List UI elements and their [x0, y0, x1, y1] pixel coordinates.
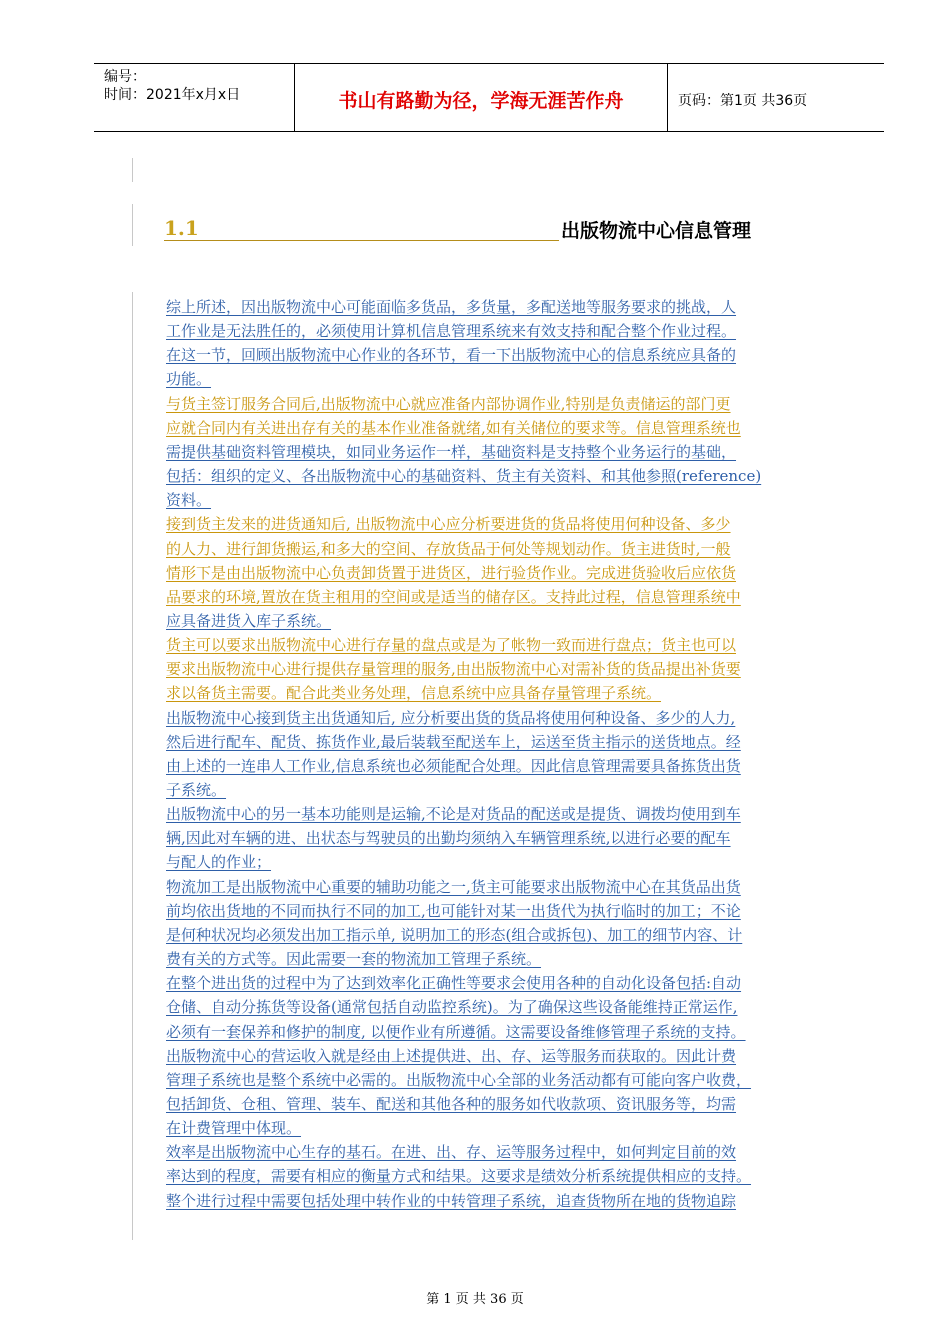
body-line: 资料。 — [166, 491, 212, 510]
document-time-label: 时间：2021年x月x日 — [104, 87, 241, 103]
header-meta-cell — [94, 64, 295, 131]
body-line: 物流加工是出版物流中心重要的辅助功能之一,货主可能要求出版物流中心在其货品出货 — [166, 877, 741, 896]
body-line: 出版物流中心的另一基本功能则是运输,不论是对货品的配送或是提货、调拨均使用到车 — [166, 805, 741, 824]
body-line: 由上述的一连串人工作业,信息系统也必须能配合处理。因此信息管理需要具备拣货出货 — [166, 756, 741, 775]
body-line: 率达到的程度，需要有相应的衡量方式和结果。这要求是绩效分析系统提供相应的支持。 — [166, 1167, 752, 1186]
body-line: 管理子系统也是整个系统中必需的。出版物流中心全部的业务活动都有可能向客户收费， — [166, 1070, 752, 1089]
body-line: 求以备货主需要。配合此类业务处理，信息系统中应具备存量管理子系统。 — [166, 684, 662, 703]
body-line: 在这一节，回顾出版物流中心作业的各环节，看一下出版物流中心的信息系统应具备的 — [166, 346, 737, 365]
body-line: 然后进行配车、配货、拣货作业,最后装载至配送车上，运送至货主指示的送货地点。经 — [166, 732, 741, 751]
body-line: 与配人的作业； — [166, 853, 272, 872]
body-line: 费有关的方式等。因此需要一套的物流加工管理子系统。 — [166, 950, 542, 969]
body-line: 货主可以要求出版物流中心进行存量的盘点或是为了帐物一致而进行盘点；货主也可以 — [166, 636, 737, 655]
body-line: 效率是出版物流中心生存的基石。在进、出、存、运等服务过程中，如何判定目前的效 — [166, 1143, 737, 1162]
body-line: 接到货主发来的进货通知后, 出版物流中心应分析要进货的货品将使用何种设备、多少 — [166, 515, 731, 534]
body-line: 在整个进出货的过程中为了达到效率化正确性等要求会使用各种的自动化设备包括:自动 — [166, 974, 742, 993]
body-line: 整个进行过程中需要包括处理中转作业的中转管理子系统，追查货物所在地的货物追踪 — [166, 1191, 737, 1210]
body-line: 包括卸货、仓租、管理、装车、配送和其他各种的服务如代收款项、资讯服务等，均需 — [166, 1094, 737, 1113]
body-line: 与货主签订服务合同后,出版物流中心就应准备内部协调作业,特别是负责储运的部门更 — [166, 394, 731, 413]
section-heading — [164, 214, 804, 244]
body-line: 前均依出货地的不同而执行不同的加工,也可能针对某一出货代为执行临时的加工；不论 — [166, 901, 741, 920]
body-line: 工作业是无法胜任的，必须使用计算机信息管理系统来有效支持和配合整个作业过程。 — [166, 322, 737, 341]
body-line: 应就合同内有关进出存有关的基本作业准备就绪,如有关储位的要求等。信息管理系统也 — [166, 418, 741, 437]
body-line: 综上所述，因出版物流中心可能面临多货品，多货量，多配送地等服务要求的挑战，人 — [166, 298, 737, 316]
body-line: 需提供基础资料管理模块，如同业务运作一样，基础资料是支持整个业务运行的基础， — [166, 442, 737, 461]
body-line: 应具备进货入库子系统。 — [166, 611, 332, 630]
body-line: 情形下是由出版物流中心负责卸货置于进货区，进行验货作业。完成进货验收后应依货 — [166, 563, 737, 582]
body-line: 子系统。 — [166, 781, 227, 799]
body-line: 是何种状况均必须发出加工指示单, 说明加工的形态(组合或拆包)、加工的细节内容、计 — [166, 925, 743, 944]
body-line: 包括：组织的定义、各出版物流中心的基础资料、货主有关资料、和其他参照(reference) — [166, 467, 762, 486]
body-line: 功能。 — [166, 370, 212, 389]
body-line: 出版物流中心的营运收入就是经由上述提供进、出、存、运等服务而获取的。因此计费 — [166, 1046, 737, 1065]
body-line: 必须有一套保养和修护的制度, 以便作业有所遵循。这需要设备维修管理子系统的支持。 — [166, 1022, 746, 1041]
section-number: 1.1 — [164, 216, 559, 241]
body-line: 辆,因此对车辆的进、出状态与驾驶员的出勤均须纳入车辆管理系统,以进行必要的配车 — [166, 829, 731, 848]
page-footer: 第 1 页 共 36 页 — [426, 1292, 524, 1307]
body-line: 要求出版物流中心进行提供存量管理的服务,由出版物流中心对需补货的货品提出补货要 — [166, 660, 741, 679]
page-header — [94, 63, 884, 132]
header-page-info: 页码：第1页 共36页 — [678, 93, 808, 109]
body-line: 在计费管理中体现。 — [166, 1119, 302, 1138]
document-number-label: 编号： — [104, 69, 146, 85]
margin-rule-top — [132, 158, 133, 182]
section-title: 出版物流中心信息管理 — [561, 220, 752, 242]
margin-rule-body — [132, 292, 133, 1240]
header-motto-cell — [295, 64, 668, 131]
header-motto: 书山有路勤为径，学海无涯苦作舟 — [338, 90, 624, 112]
margin-rule-heading — [132, 204, 133, 246]
body-line: 仓储、自动分拣货等设备(通常包括自动监控系统)。为了确保这些设备能维持正常运作, — [166, 998, 738, 1017]
header-page-cell — [668, 64, 884, 131]
body-line: 出版物流中心接到货主出货通知后, 应分析要出货的货品将使用何种设备、多少的人力, — [166, 708, 736, 727]
body-line: 的人力、进行卸货搬运,和多大的空间、存放货品于何处等规划动作。货主进货时,一般 — [166, 539, 731, 558]
body-line: 品要求的环境,置放在货主租用的空间或是适当的储存区。支持此过程，信息管理系统中 — [166, 587, 741, 606]
